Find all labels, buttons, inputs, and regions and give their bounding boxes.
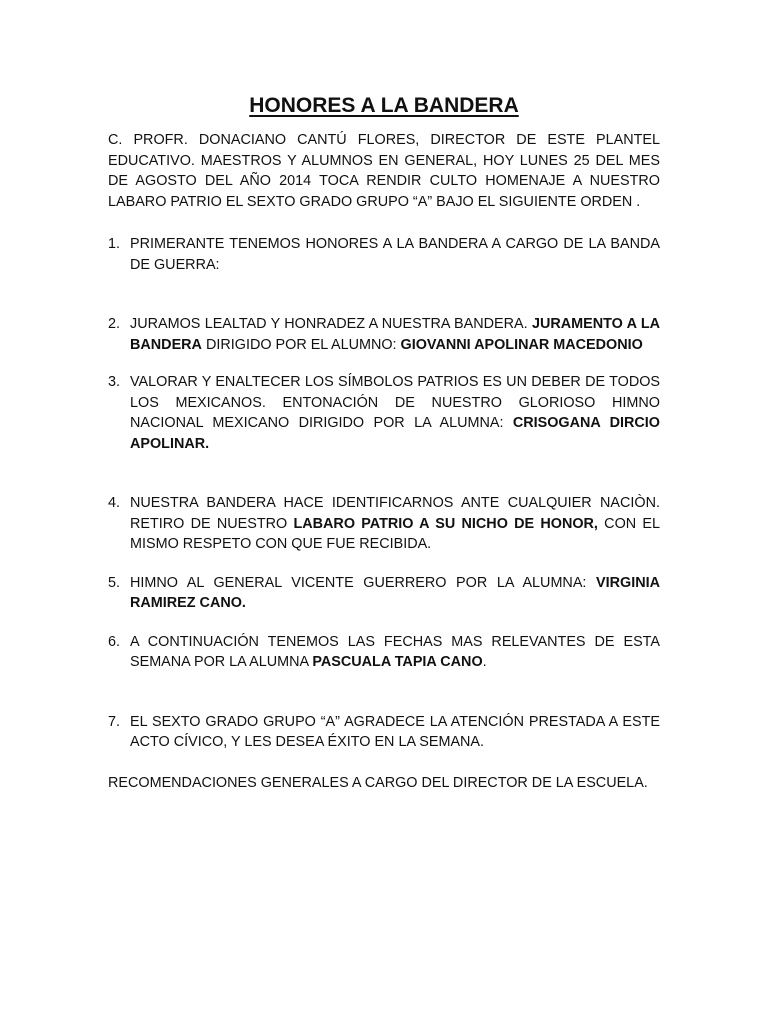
item-number: 7. bbox=[108, 713, 121, 730]
item-bold-text: JURAMENTO A LA BANDERA bbox=[130, 316, 660, 353]
student-name: VIRGINIA RAMIREZ CANO. bbox=[130, 574, 660, 611]
item-number: 1. bbox=[108, 236, 121, 252]
intro-paragraph: C. PROFR. DONACIANO CANTÚ FLORES, DIRECTOR DE ESTE PLANTEL EDUCATIVO. MAESTROS Y ALUMNOS EN GENERAL, HOY LUNES 25 DEL MES DE AGOSTO DEL AÑO 2014 TOCA RENDIR CULTO HOMENAJE A NUESTRO LABARO PATRIO EL SEXTO GRADO GRUPO “A” BAJO EL SIGUIENTE ORDEN . bbox=[108, 132, 660, 210]
item-number: 4. bbox=[108, 495, 121, 511]
item-text: DIRIGIDO POR EL ALUMNO: bbox=[201, 336, 401, 353]
list-item-1 bbox=[108, 234, 660, 275]
item-text: HIMNO AL GENERAL VICENTE GUERRERO POR LA ALUMNA: bbox=[130, 574, 597, 591]
list-item-5 bbox=[108, 573, 660, 614]
student-name: CRISOGANA DIRCIO APOLINAR. bbox=[130, 415, 660, 452]
item-bold-text: LABARO PATRIO A SU NICHO DE HONOR, bbox=[293, 515, 598, 532]
item-text: A CONTINUACIÓN TENEMOS LAS FECHAS MAS RELEVANTES DE ESTA SEMANA POR LA ALUMNA bbox=[130, 633, 660, 670]
closing-paragraph: RECOMENDACIONES GENERALES A CARGO DEL DIRECTOR DE LA ESCUELA. bbox=[108, 774, 648, 791]
item-text: CON EL MISMO RESPETO CON QUE FUE RECIBIDA. bbox=[130, 515, 661, 552]
item-text: EL SEXTO GRADO GRUPO “A” AGRADECE LA ATENCIÓN PRESTADA A ESTE ACTO CÍVICO, Y LES DESEA ÉXITO EN LA SEMANA. bbox=[130, 713, 660, 750]
item-text: . bbox=[482, 654, 487, 670]
item-number: 6. bbox=[108, 633, 121, 650]
list-item-2 bbox=[108, 314, 660, 355]
document-title: HONORES A LA BANDERA bbox=[249, 94, 519, 117]
student-name: GIOVANNI APOLINAR MACEDONIO bbox=[400, 336, 643, 353]
item-text: NUESTRA BANDERA HACE IDENTIFICARNOS ANTE CUALQUIER NACIÒN. RETIRO DE NUESTRO bbox=[130, 495, 660, 532]
item-text: JURAMOS LEALTAD Y HONRADEZ A NUESTRA BANDERA. bbox=[130, 316, 532, 332]
item-number: 2. bbox=[108, 316, 121, 332]
list-item-6 bbox=[108, 632, 660, 673]
list-item-4 bbox=[108, 493, 660, 555]
list-item-7 bbox=[108, 712, 660, 753]
item-text: VALORAR Y ENALTECER LOS SÍMBOLOS PATRIOS ES UN DEBER DE TODOS LOS MEXICANOS. ENTONACIÓN DE NUESTRO GLORIOSO HIMNO NACIONAL MEXICANO DIRIGIDO POR LA ALUMNA: bbox=[130, 374, 660, 431]
program-order-list bbox=[108, 234, 660, 753]
item-number: 5. bbox=[108, 574, 121, 591]
item-number: 3. bbox=[108, 374, 121, 390]
item-text: PRIMERANTE TENEMOS HONORES A LA BANDERA A CARGO DE LA BANDA DE GUERRA: bbox=[130, 236, 660, 273]
student-name: PASCUALA TAPIA CANO bbox=[312, 654, 483, 670]
list-item-3 bbox=[108, 372, 660, 454]
